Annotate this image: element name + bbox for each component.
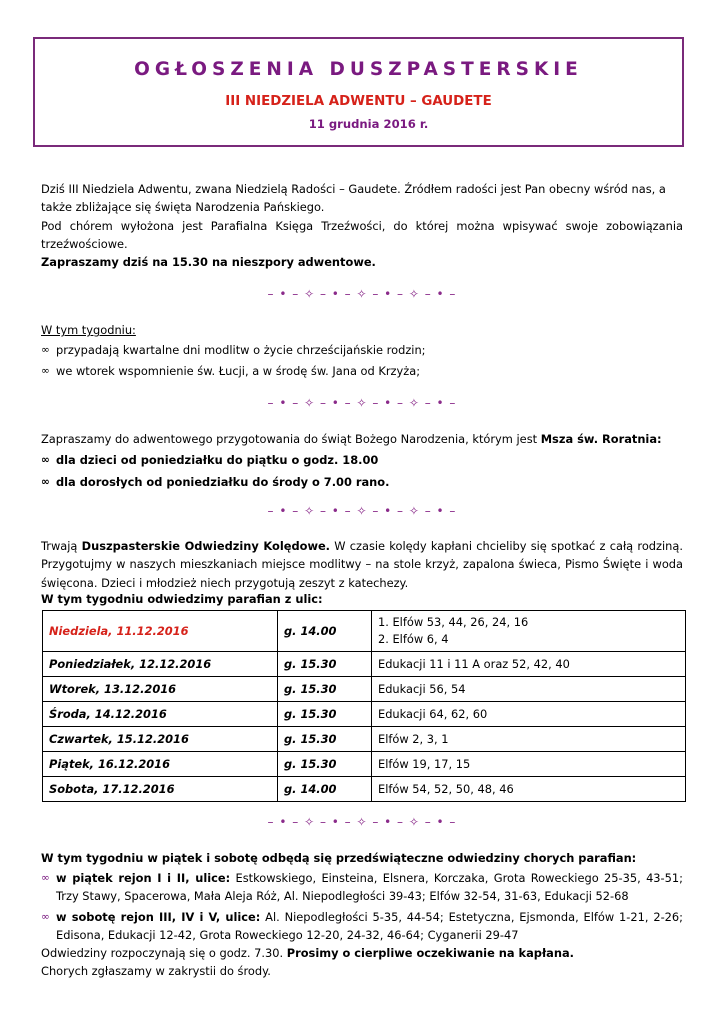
- separator-4: – • – ✧ – • – ✧ – • – ✧ – • –: [267, 815, 457, 829]
- schedule-row: [43, 727, 686, 752]
- sick-item-bold: w piątek rejon I i II, ulice:: [56, 871, 231, 885]
- week-item-text: przypadają kwartalne dni modlitw o życie chrześcijańskie rodzin;: [56, 343, 426, 358]
- page-subtitle: III NIEDZIELA ADWENTU – GAUDETE: [225, 94, 492, 109]
- schedule-row: [43, 652, 686, 677]
- roraty-item-2: [41, 473, 683, 491]
- schedule-time: g. 15.30: [278, 752, 372, 777]
- schedule-street-line: Elfów 54, 52, 50, 48, 46: [378, 781, 514, 796]
- schedule-street-line: Edukacji 64, 62, 60: [378, 706, 488, 721]
- schedule-street-line: 1. Elfów 53, 44, 26, 24, 16: [378, 615, 529, 629]
- week-section: [41, 321, 683, 380]
- roraty-text: Zapraszamy do adwentowego przygotowania do świąt Bożego Narodzenia, którym jest: [41, 432, 538, 446]
- schedule-table: [42, 610, 686, 802]
- schedule-streets: [372, 702, 686, 727]
- sick-item-text: Estkowskiego, Einsteina, Elsnera, Korczaka, Grota Roweckiego 25-35, 43-51; Trzy Stawy, Spacerowa, Mała Aleja Róż, Al. Niepodległości 39-43; Elfów 32-54, 31-63, Edukacji 52-68: [56, 871, 684, 904]
- schedule-day: Czwartek, 15.12.2016: [43, 727, 278, 752]
- schedule-streets: [372, 752, 686, 777]
- schedule-row: [43, 611, 686, 652]
- schedule-row: [43, 702, 686, 727]
- schedule-streets: [372, 777, 686, 802]
- separator-2: – • – ✧ – • – ✧ – • – ✧ – • –: [267, 396, 457, 410]
- schedule-streets: [372, 611, 686, 652]
- schedule-streets: [372, 677, 686, 702]
- sick-start: [41, 944, 683, 962]
- page-title: OGŁOSZENIA DUSZPASTERSKIE: [134, 59, 583, 80]
- roraty-item-1: [41, 451, 683, 469]
- sick-item-body: [56, 869, 683, 906]
- infinity-bullet-icon: ∞: [41, 364, 50, 377]
- separator-1: – • – ✧ – • – ✧ – • – ✧ – • –: [267, 287, 457, 301]
- schedule-row: [43, 677, 686, 702]
- schedule-time: g. 15.30: [278, 652, 372, 677]
- infinity-bullet-icon: ∞: [41, 872, 50, 884]
- week-item-text: we wtorek wspomnienie św. Łucji, a w środę św. Jana od Krzyża;: [56, 363, 421, 378]
- schedule-day: Niedziela, 11.12.2016: [43, 611, 278, 652]
- schedule-street-line: Edukacji 11 i 11 A oraz 52, 42, 40: [378, 656, 570, 671]
- schedule-day: Sobota, 17.12.2016: [43, 777, 278, 802]
- schedule-row: [43, 777, 686, 802]
- schedule-day: Środa, 14.12.2016: [43, 702, 278, 727]
- roraty-section: [41, 430, 683, 491]
- separator-3: – • – ✧ – • – ✧ – • – ✧ – • –: [267, 504, 457, 518]
- schedule-day: Poniedziałek, 12.12.2016: [43, 652, 278, 677]
- sick-item-1: [41, 869, 683, 906]
- koleda-pre: Trwają: [41, 539, 78, 553]
- infinity-bullet-icon: ∞: [41, 910, 50, 923]
- roraty-item-text: dla dzieci od poniedziałku do piątku o godz. 18.00: [56, 453, 379, 468]
- sick-item-bold: w sobotę rejon III, IV i V, ulice:: [56, 909, 261, 924]
- schedule-row: [43, 752, 686, 777]
- sick-item-2: [41, 908, 683, 945]
- roraty-intro: [41, 430, 683, 448]
- koleda-bold: Duszpasterskie Odwiedziny Kolędowe.: [81, 539, 331, 553]
- schedule-day: Piątek, 16.12.2016: [43, 752, 278, 777]
- schedule-street-line: Elfów 19, 17, 15: [378, 756, 471, 771]
- sick-item-body: [56, 908, 683, 945]
- week-item-2: [41, 362, 683, 380]
- roraty-bold: Msza św. Roratnia:: [540, 432, 662, 446]
- sick-item-text: Al. Niepodległości 5-35, 44-54; Estetyczna, Ejsmonda, Elfów 1-21, 2-26; Edisona, Edukacji 12-42, Grota Roweckiego 12-20, 24-32, 46-64; Cyganerii 29-47: [56, 909, 684, 942]
- infinity-bullet-icon: ∞: [41, 344, 50, 357]
- koleda-streets-heading: W tym tygodniu odwiedzimy parafian z ulic:: [41, 592, 323, 606]
- intro-paragraph-1: Dziś III Niedziela Adwentu, zwana Niedzielą Radości – Gaudete. Źródłem radości jest Pan obecny wśród nas, a także zbliżające się święta Narodzenia Pańskiego.: [41, 182, 666, 215]
- sick-start-bold: Prosimy o cierpliwe oczekiwanie na kapłana.: [286, 946, 574, 961]
- schedule-time: g. 15.30: [278, 727, 372, 752]
- week-item-1: [41, 341, 683, 359]
- schedule-street-line: 2. Elfów 6, 4: [378, 632, 449, 646]
- sick-list: [41, 869, 683, 981]
- schedule-streets: [372, 652, 686, 677]
- sick-report: Chorych zgłaszamy w zakrystii do środy.: [41, 964, 271, 979]
- schedule-streets: [372, 727, 686, 752]
- schedule-street-line: Elfów 2, 3, 1: [378, 731, 449, 746]
- sick-heading: W tym tygodniu w piątek i sobotę odbędą się przedświąteczne odwiedziny chorych parafian:: [41, 851, 637, 865]
- intro-paragraph-2: Pod chórem wyłożona jest Parafialna Księga Trzeźwości, do której można wpisywać swoje zobowiązania trzeźwościowe.: [41, 218, 683, 251]
- schedule-time: g. 14.00: [278, 777, 372, 802]
- infinity-bullet-icon: ∞: [41, 454, 50, 467]
- intro-paragraph-3: Zapraszamy dziś na 15.30 na nieszpory adwentowe.: [41, 255, 376, 270]
- koleda-text: W czasie kolędy kapłani chcieliby się spotkać z całą rodziną. Przygotujmy w naszych mieszkaniach miejsce modlitwy – na stole krzyż, zapalona świeca, Pismo Święte i woda święcona. Dzieci i młodzież niech przygotują zeszyt z katechezy.: [41, 539, 683, 590]
- infinity-bullet-icon: ∞: [41, 475, 50, 488]
- schedule-time: g. 14.00: [278, 611, 372, 652]
- intro-section: [41, 180, 683, 271]
- header-frame: [33, 37, 684, 147]
- schedule-day: Wtorek, 13.12.2016: [43, 677, 278, 702]
- sick-start-text: Odwiedziny rozpoczynają się o godz. 7.30.: [41, 946, 284, 961]
- page-date: 11 grudnia 2016 r.: [308, 117, 429, 131]
- schedule-time: g. 15.30: [278, 702, 372, 727]
- koleda-section: [41, 537, 683, 592]
- week-heading: W tym tygodniu:: [41, 323, 136, 337]
- roraty-item-text: dla dorosłych od poniedziałku do środy o 7.00 rano.: [56, 474, 390, 489]
- schedule-street-line: Edukacji 56, 54: [378, 681, 466, 696]
- schedule-time: g. 15.30: [278, 677, 372, 702]
